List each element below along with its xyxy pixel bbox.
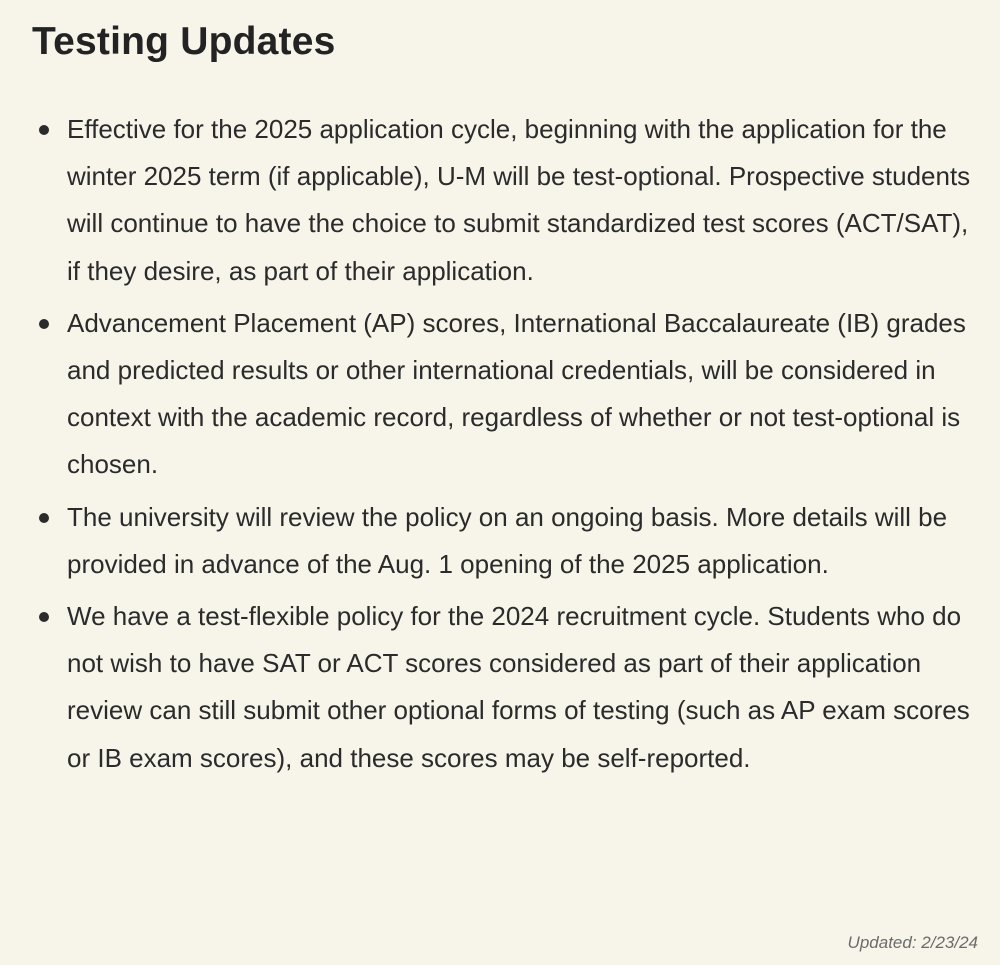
list-item [0, 300, 1000, 489]
bullet-icon [39, 319, 49, 329]
list-item [0, 106, 1000, 295]
list-item-text: The university will review the policy on an ongoing basis. More details will be provided in advance of the Aug. 1 opening of the 2025 application. [67, 501, 948, 579]
list-item [0, 593, 1000, 782]
list-item-text: Advancement Placement (AP) scores, International Baccalaureate (IB) grades and predicted results or other international credentials, will be considered in context with the academic record, regardless of whether or not test-optional is chosen. [67, 307, 966, 480]
bullet-icon [39, 612, 49, 622]
list-item-text: Effective for the 2025 application cycle, beginning with the application for the winter 2025 term (if applicable), U-M will be test-optional. Prospective students will continue to have the choice to submit standardized test scores (ACT/SAT), if they desire, as part of their application. [67, 114, 971, 286]
bullet-icon [39, 513, 49, 523]
list-item [0, 494, 1000, 588]
page-title: Testing Updates [32, 20, 336, 63]
bullet-icon [39, 125, 49, 135]
updated-date: Updated: 2/23/24 [847, 933, 978, 952]
testing-updates-list [0, 106, 1000, 787]
list-item-text: We have a test-flexible policy for the 2024 recruitment cycle. Students who do not wish to have SAT or ACT scores considered as part of their application review can still submit other optional forms of testing (such as AP exam scores or IB exam scores), and these scores may be self-reported. [67, 601, 970, 773]
